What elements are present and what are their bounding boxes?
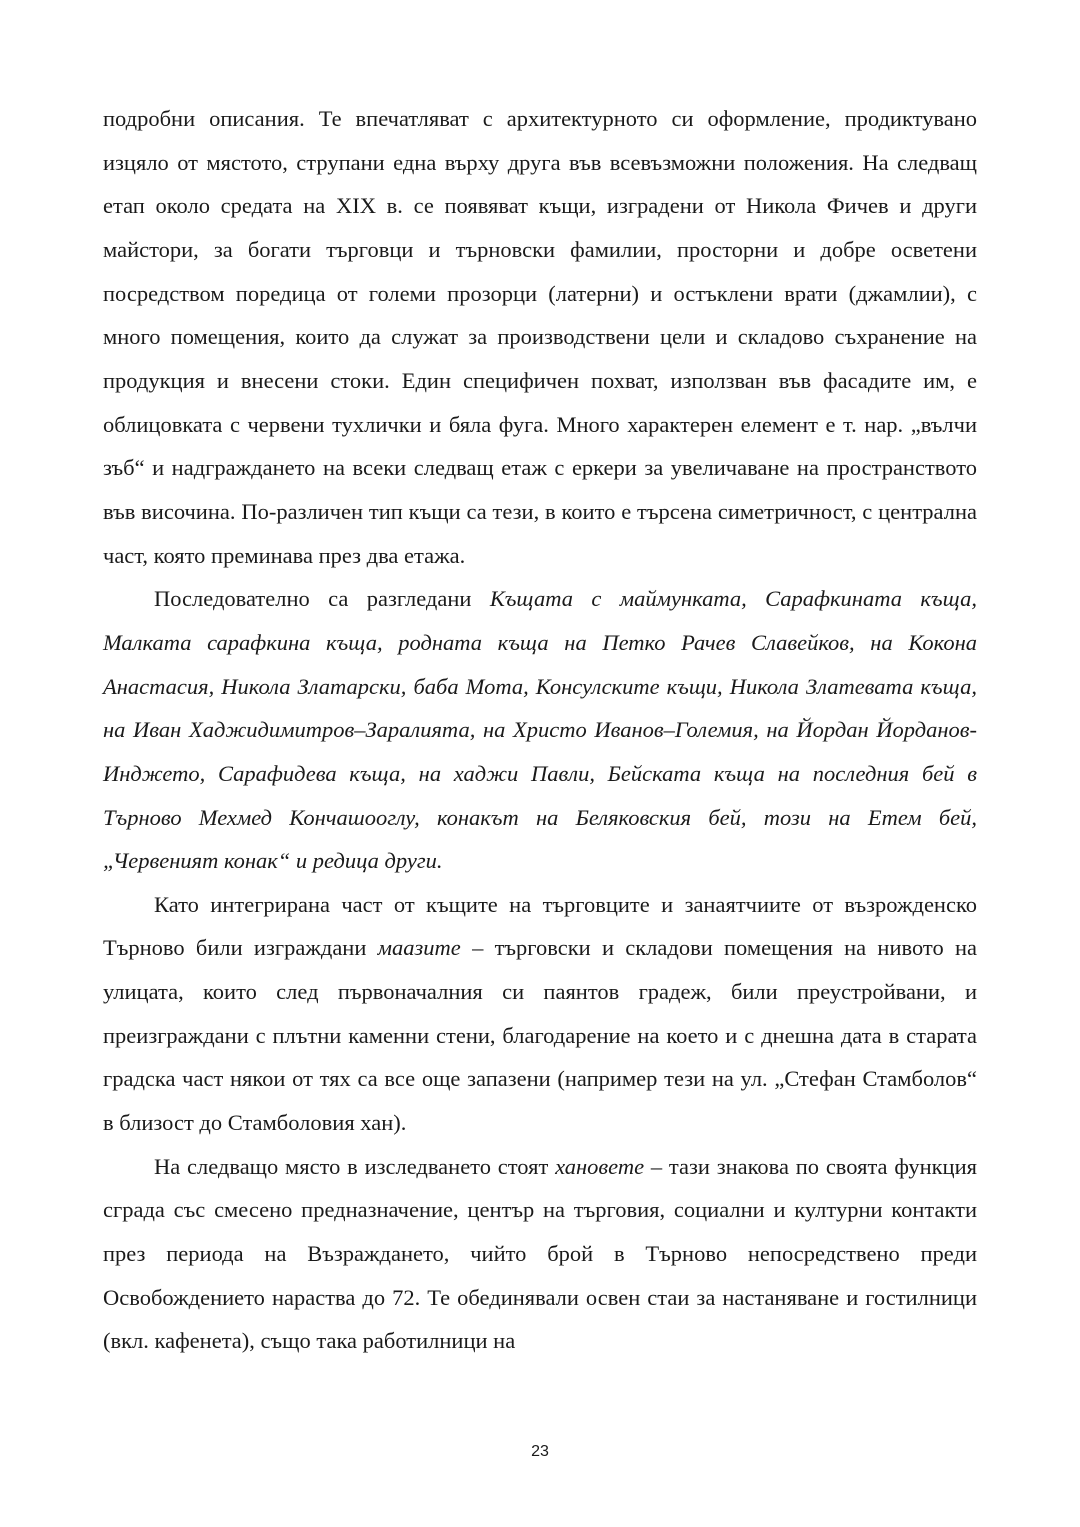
body-text bbox=[103, 97, 977, 1363]
paragraph-3 bbox=[103, 883, 977, 1145]
paragraph-3-intro: Като интегрирана част от къщите на търговците и занаятчиите от възрожденско Търново били изграждани bbox=[103, 891, 977, 961]
paragraph-4-intro: На следващо място в изследването стоят bbox=[154, 1153, 556, 1179]
paragraph-1-text: подробни описания. Те впечатляват с архитектурното си оформление, продиктувано изцяло от мястото, струпани една върху друга във всевъзможни положения. На следващ етап около средата на XIX в. се появяват къщи, изградени от Никола Фичев и други майстори, за богати търговци и търновски фамилии, просторни и добре осветени посредством поредица от големи прозорци (латерни) и остъклени врати (джамлии), с много помещения, които да служат за производствени цели и складово съхранение на продукция и внесени стоки. Един специфичен похват, използван във фасадите им, е облицовката с червени тухлички и бяла фуга. Много характерен елемент е т. нар. „вълчи зъб“ и надграждането на всеки следващ етаж с еркери за увеличаване на пространството във височина. По-различен тип къщи са тези, в които е търсена симетричност, с централна част, която преминава през два етажа. bbox=[103, 106, 977, 568]
paragraph-4-term-hanovete: хановете bbox=[555, 1153, 645, 1179]
paragraph-2 bbox=[103, 577, 977, 883]
paragraph-4 bbox=[103, 1145, 977, 1363]
page-number: 23 bbox=[531, 1443, 549, 1460]
paragraph-3-term-maazite: маазите bbox=[377, 935, 461, 961]
paragraph-3-rest: – търговски и складови помещения на нивото на улицата, които след първоначалния си паянтов градеж, били преустройвани, и преизграждани с плътни каменни стени, благодарение на което и с днешна дата в старата градска част някои от тях са все още запазени (например тези на ул. „Стефан Стамболов“ в близост до Стамболовия хан). bbox=[103, 935, 977, 1136]
paragraph-1 bbox=[103, 97, 977, 577]
paragraph-2-intro: Последователно са разгледани bbox=[154, 586, 490, 612]
paragraph-4-rest: – тази знакова по своята функция сграда със смесено предназначение, център на търговия, социални и културни контакти през периода на Възраждането, чийто брой в Търново непосредствено преди Освобождението нараства до 72. Те обединявали освен стаи за настаняване и гостилници (вкл. кафенета), също така работилници на bbox=[103, 1153, 977, 1354]
paragraph-2-house-list: Къщата с маймунката, Сарафкината къща, Малката сарафкина къща, родната къща на Петко Рачев Славейков, на Кокона Анастасия, Никола Златарски, баба Мота, Консулските къщи, Никола Златевата къща, на Иван Хаджидимитров–Заралията, на Христо Иванов–Големия, на Йордан Йорданов-Инджето, Сарафидева къща, на хаджи Павли, Бейската къща на последния бей в Търново Мехмед Кончашооглу, конакът на Беляковския бей, този на Етем бей, „Червеният конак“ и редица други. bbox=[103, 586, 978, 874]
